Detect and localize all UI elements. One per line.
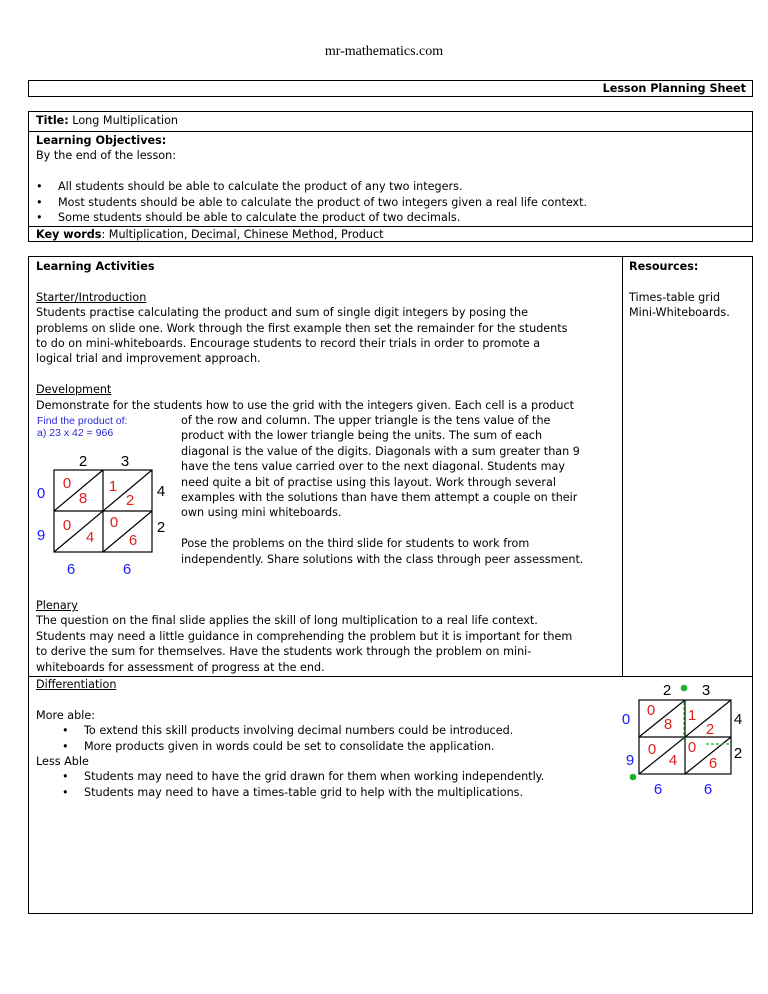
less-able-item: • Students may need to have a times-table grid to help with the multiplications.	[36, 785, 616, 800]
less-able-label: Less Able	[36, 755, 89, 769]
more-able-item: • To extend this skill products involving decimal numbers could be introduced.	[36, 723, 616, 738]
plenary-line: whiteboards for assessment of progress at the end.	[36, 660, 325, 674]
cell-units-digit: 6	[708, 755, 718, 772]
grid-bottom-digit: 6	[653, 781, 663, 798]
cell-units-digit: 2	[125, 492, 135, 509]
cell-tens-digit: 0	[646, 702, 656, 719]
site-name: mr-mathematics.com	[324, 44, 444, 59]
starter-line: Students practise calculating the product and sum of single digit integers by posing the	[36, 306, 529, 320]
cell-tens-digit: 1	[687, 707, 697, 724]
development-heading: Development	[36, 383, 112, 397]
objective-item: • All students should be able to calculate the product of any two integers.	[36, 179, 746, 194]
cell-tens-digit: 1	[108, 478, 118, 495]
objectives-label: Learning Objectives:	[36, 134, 167, 147]
development-line: independently. Share solutions with the class through peer assessment.	[181, 552, 584, 566]
grid-right-digit: 2	[156, 519, 166, 536]
carry-dot	[630, 774, 637, 781]
grid-left-digit: 0	[621, 711, 631, 728]
grid-caption-line-2: a) 23 x 42 = 966	[37, 427, 114, 439]
keywords-label: Key words	[36, 228, 102, 241]
grid-top-digit: 2	[662, 682, 672, 699]
objective-item: • Some students should be able to calculate the product of two decimals.	[36, 210, 746, 225]
lattice-grid-diagram	[34, 412, 174, 578]
development-line: have the tens value carried over to the next diagonal. Students may	[181, 460, 565, 474]
lesson-info-box	[28, 111, 753, 242]
grid-bottom-digit: 6	[122, 561, 132, 578]
grid-top-digit: 2	[78, 453, 88, 470]
starter-line: to do on mini-whiteboards. Encourage students to record their trials in order to promote a	[36, 337, 541, 351]
cell-units-digit: 8	[78, 490, 88, 507]
starter-line: logical trial and improvement approach.	[36, 352, 261, 366]
column-divider	[622, 257, 623, 677]
cell-tens-digit: 0	[62, 475, 72, 492]
cell-tens-digit: 0	[62, 517, 72, 534]
development-line: diagonal is the value of the digits. Diagonals with a sum greater than 9	[181, 444, 580, 458]
development-line: Demonstrate for the students how to use the grid with the integers given. Each cell is a product	[36, 398, 575, 412]
title-row	[36, 113, 746, 130]
less-able-list	[36, 769, 616, 800]
objective-item: • Most students should be able to calculate the product of two integers given a real life context.	[36, 195, 746, 210]
differentiation-heading: Differentiation	[36, 678, 117, 691]
plenary-line: to derive the sum for themselves. Have the students work through the problem on mini-	[36, 645, 532, 659]
plenary-heading: Plenary	[36, 598, 78, 612]
development-line: of the row and column. The upper triangle is the tens value of the	[181, 414, 551, 428]
cell-tens-digit: 0	[109, 514, 119, 531]
title-label: Title:	[36, 114, 69, 127]
divider-title	[29, 131, 752, 132]
objectives-section	[36, 133, 746, 225]
grid-top-digit: 3	[120, 453, 130, 470]
cell-tens-digit: 0	[687, 739, 697, 756]
differentiation-section	[36, 677, 616, 800]
grid-right-digit: 4	[156, 483, 166, 500]
cell-units-digit: 6	[128, 532, 138, 549]
starter-heading: Starter/Introduction	[36, 290, 147, 304]
resources-column	[629, 259, 749, 321]
development-line: own using mini whiteboards.	[181, 506, 342, 520]
plenary-line: Students may need a little guidance in comprehending the problem but it is important for them	[36, 629, 573, 643]
objectives-list	[36, 179, 746, 225]
title-value: Long Multiplication	[72, 114, 179, 127]
cell-units-digit: 4	[668, 752, 678, 769]
sheet-header-box	[28, 80, 753, 97]
plenary-line: The question on the final slide applies the skill of long multiplication to a real life context.	[36, 614, 538, 628]
grid-right-digit: 4	[733, 711, 743, 728]
sheet-title: Lesson Planning Sheet	[602, 82, 746, 95]
more-able-list	[36, 723, 616, 754]
activities-box	[28, 256, 753, 914]
keywords-row	[36, 227, 384, 242]
activities-label: Learning Activities	[36, 260, 155, 273]
grid-left-digit: 9	[36, 527, 46, 544]
more-able-item: • More products given in words could be set to consolidate the application.	[36, 739, 616, 754]
less-able-item: • Students may need to have the grid drawn for them when working independently.	[36, 769, 616, 784]
resource-item: Times-table grid	[629, 290, 721, 304]
starter-line: problems on slide one. Work through the first example then set the remainder for the students	[36, 321, 568, 335]
lattice-grid-diagram-annotated	[618, 676, 758, 802]
development-line: product with the lower triangle being the units. The sum of each	[181, 429, 543, 443]
resource-item: Mini-Whiteboards.	[629, 306, 730, 320]
development-line: need quite a bit of practise using this layout. Work through several	[181, 475, 556, 489]
objectives-intro: By the end of the lesson:	[36, 149, 177, 163]
cell-units-digit: 4	[85, 529, 95, 546]
resources-label: Resources:	[629, 260, 699, 273]
development-line: Pose the problems on the third slide for students to work from	[181, 537, 530, 551]
cell-units-digit: 2	[705, 721, 715, 738]
grid-caption-line-1: Find the product of:	[37, 415, 128, 427]
carry-dot	[681, 685, 688, 692]
development-line: examples with the solutions than have them attempt a couple on their	[181, 491, 578, 505]
grid-left-digit: 0	[36, 485, 46, 502]
grid-left-digit: 9	[625, 752, 635, 769]
cell-tens-digit: 0	[647, 741, 657, 758]
grid-bottom-digit: 6	[66, 561, 76, 578]
grid-top-digit: 3	[701, 682, 711, 699]
more-able-label: More able:	[36, 708, 96, 722]
grid-bottom-digit: 6	[703, 781, 713, 798]
grid-right-digit: 2	[733, 745, 743, 762]
keywords-value: : Multiplication, Decimal, Chinese Method, Product	[101, 228, 384, 241]
cell-units-digit: 8	[663, 716, 673, 733]
